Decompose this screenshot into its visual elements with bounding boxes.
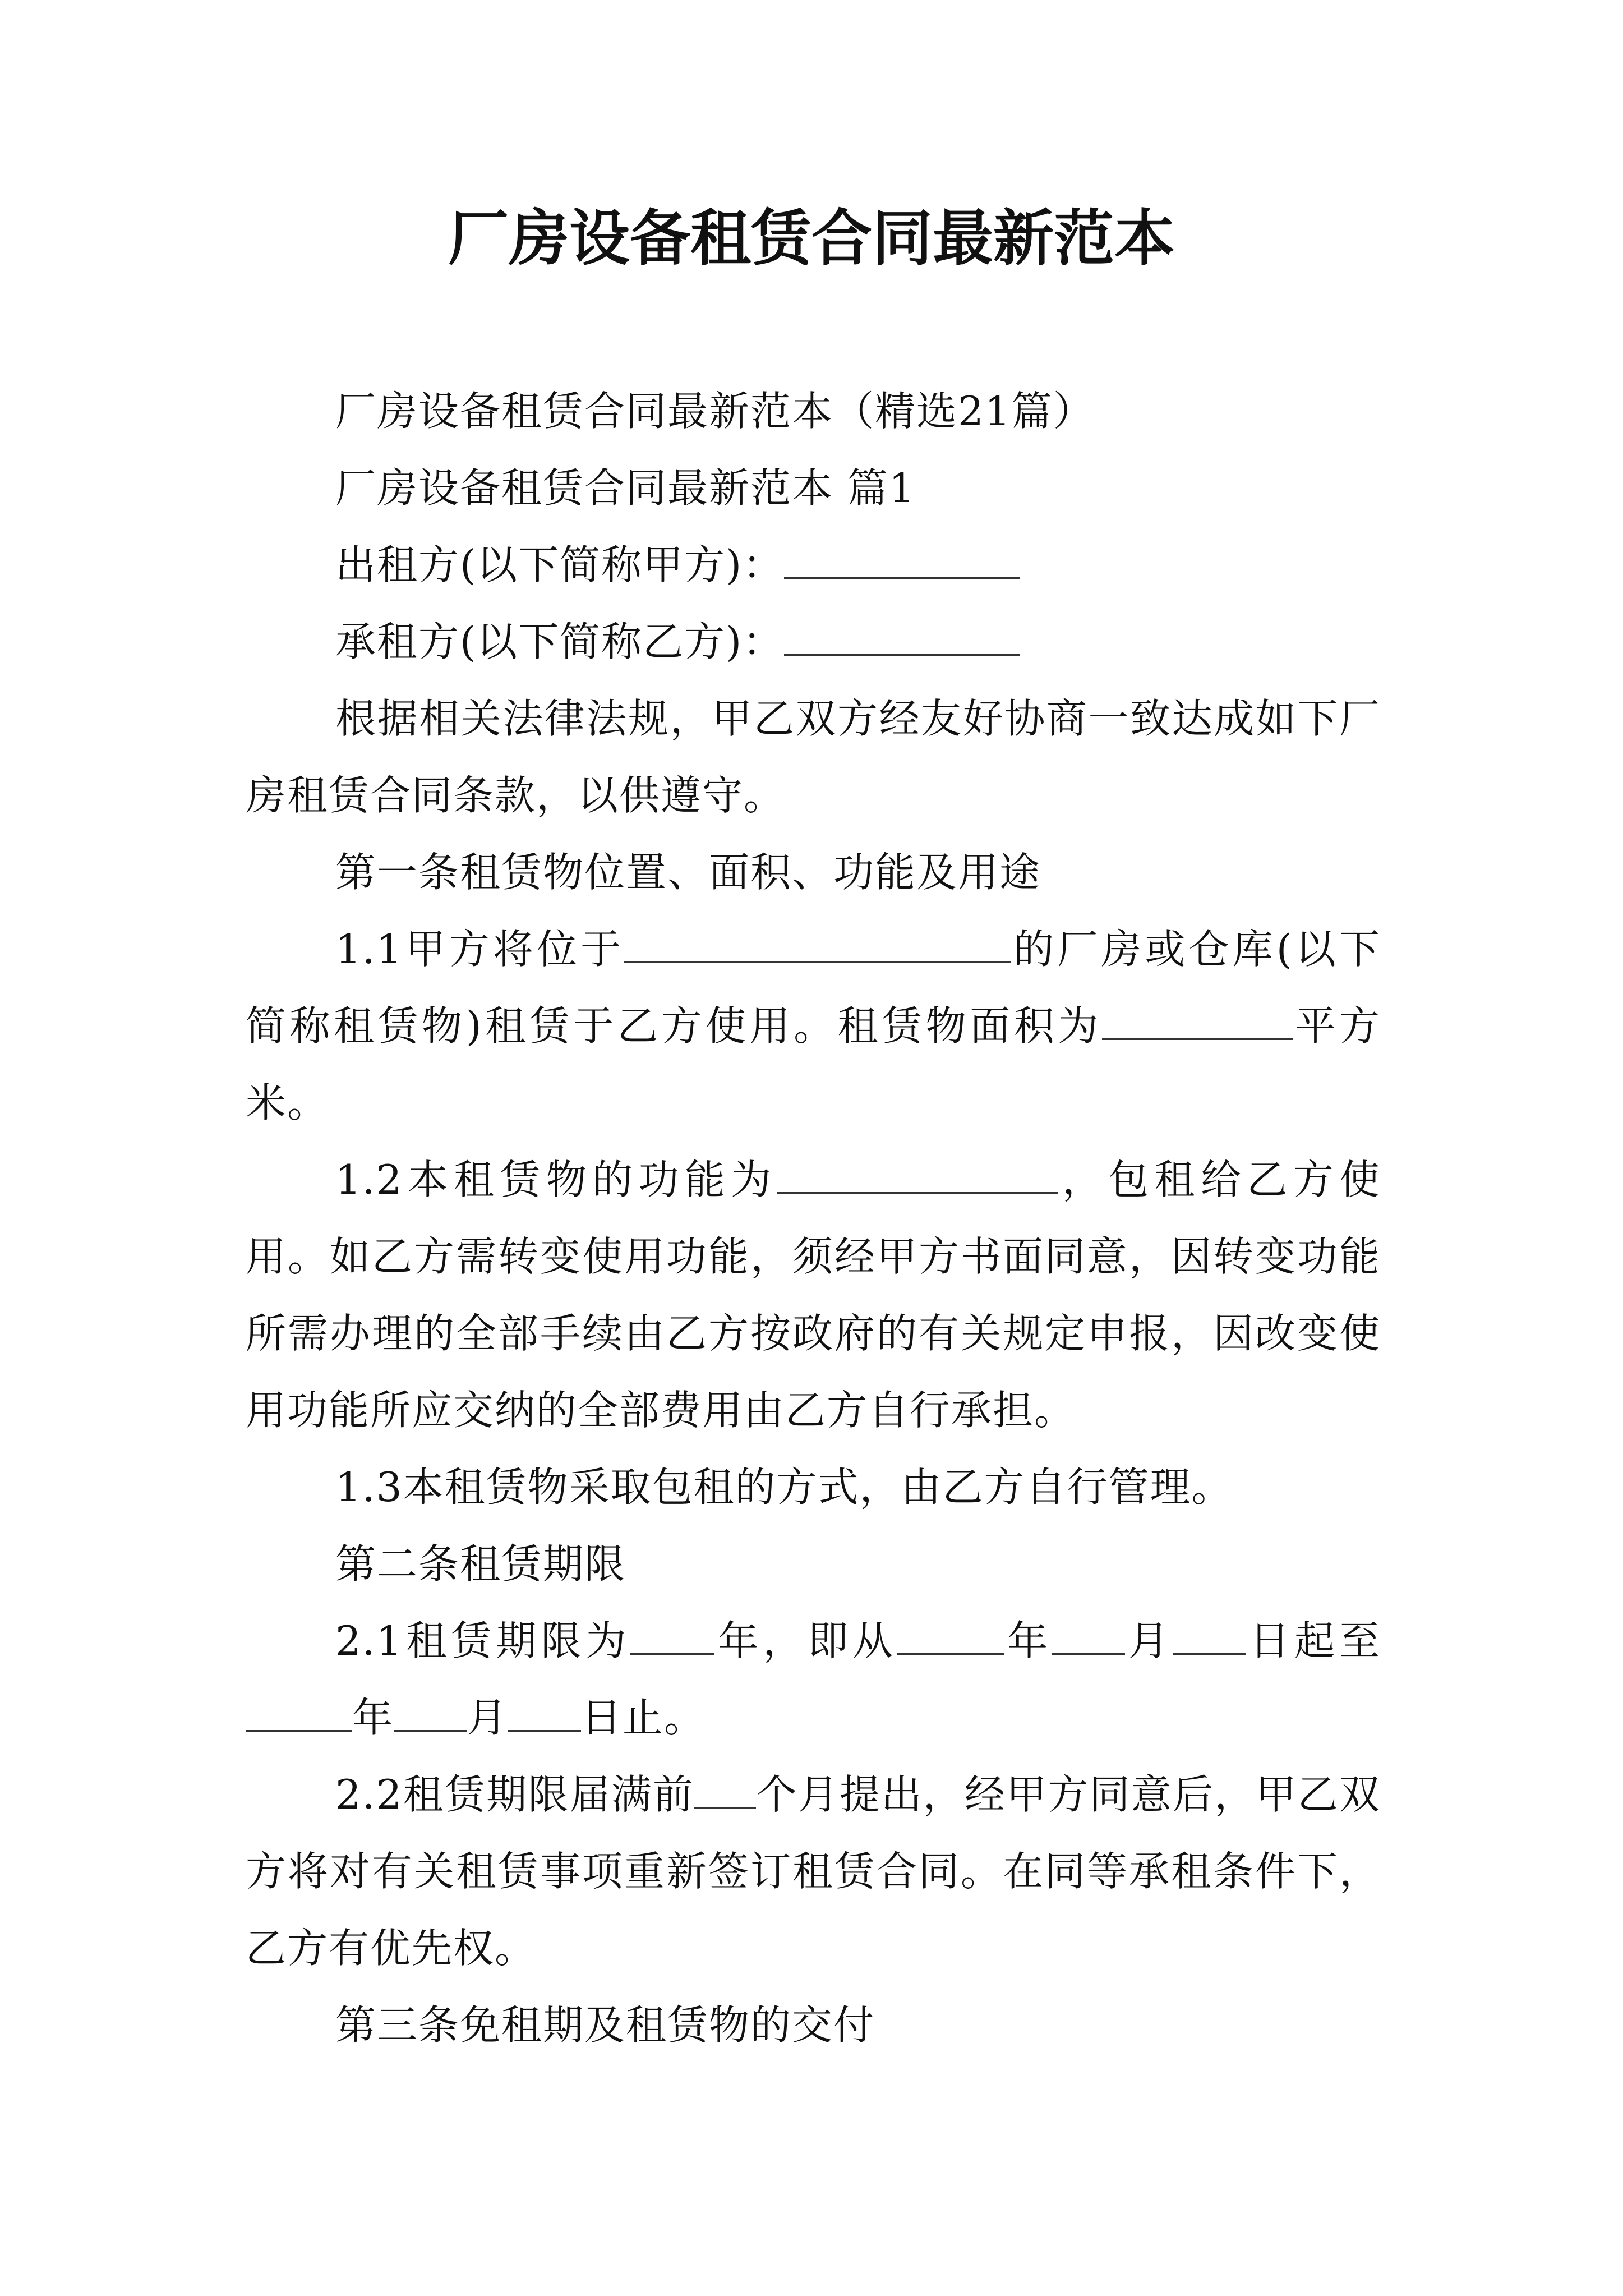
clause-2-1-text-b: 年，即从 bbox=[714, 1617, 898, 1664]
location-blank bbox=[624, 922, 1011, 963]
function-blank bbox=[777, 1153, 1058, 1194]
clause-2-1-text-d: 月 bbox=[1125, 1617, 1174, 1664]
document-body bbox=[246, 373, 1381, 2064]
area-blank bbox=[1102, 999, 1293, 1040]
subtitle-paragraph: 厂房设备租赁合同最新范本（精选21篇） bbox=[335, 388, 1095, 435]
part-heading: 厂房设备租赁合同最新范本 篇1 bbox=[335, 464, 916, 512]
lessee-label: 承租方(以下简称乙方)： bbox=[335, 618, 785, 665]
clause-1-1-text-a: 1.1甲方将位于 bbox=[335, 926, 625, 973]
article-2-heading: 第二条租赁期限 bbox=[335, 1540, 626, 1588]
article-3-heading: 第三条免租期及租赁物的交付 bbox=[335, 2001, 875, 2049]
clause-2-1-text-g: 月 bbox=[467, 1694, 509, 1741]
clause-2-1 bbox=[246, 1603, 1381, 1756]
clause-1-1 bbox=[246, 911, 1381, 1142]
clause-2-1-text-e: 日起至 bbox=[1246, 1617, 1381, 1664]
end-month-blank bbox=[394, 1691, 467, 1732]
clause-1-3: 1.3本租赁物采取包租的方式，由乙方自行管理。 bbox=[335, 1464, 1233, 1511]
start-month-blank bbox=[1052, 1614, 1125, 1655]
clause-2-2 bbox=[246, 1756, 1381, 1987]
lessee-line bbox=[246, 604, 1381, 680]
end-year-blank bbox=[246, 1691, 352, 1732]
start-year-blank bbox=[897, 1614, 1004, 1655]
notice-months-blank bbox=[694, 1768, 756, 1809]
intro-paragraph: 根据相关法律法规，甲乙双方经友好协商一致达成如下厂房租赁合同条款，以供遵守。 bbox=[246, 695, 1381, 819]
clause-2-1-text-f: 年 bbox=[352, 1694, 394, 1741]
clause-1-2-text-a: 1.2本租赁物的功能为 bbox=[335, 1156, 777, 1203]
clause-1-2-text-b: ，包租给乙方使用。如乙方需转变使用功能，须经甲方书面同意，因转变功能所需办理的全部手续由乙方按政府的有关规定申报，因改变使用功能所应交纳的全部费用由乙方自行承担。 bbox=[246, 1156, 1381, 1434]
lessee-blank bbox=[784, 615, 1020, 656]
document-title: 厂房设备租赁合同最新范本 bbox=[448, 203, 1175, 274]
clause-1-1-text-c: 平方米。 bbox=[246, 1002, 1381, 1126]
clause-2-2-text-b: 个月提出，经甲方同意后，甲乙双方将对有关租赁事项重新签订租赁合同。在同等承租条件下，乙方有优先权。 bbox=[246, 1771, 1381, 1972]
start-day-blank bbox=[1173, 1614, 1246, 1655]
clause-1-2 bbox=[246, 1142, 1381, 1449]
clause-2-1-text-c: 年 bbox=[1004, 1617, 1053, 1664]
end-day-blank bbox=[508, 1691, 581, 1732]
term-years-blank bbox=[630, 1614, 714, 1655]
clause-2-1-text-a: 2.1租赁期限为 bbox=[335, 1617, 631, 1664]
clause-2-2-text-a: 2.2租赁期限届满前 bbox=[335, 1771, 695, 1818]
lessor-label: 出租方(以下简称甲方)： bbox=[335, 541, 785, 588]
article-1-heading: 第一条租赁物位置、面积、功能及用途 bbox=[335, 849, 1041, 896]
lessor-blank bbox=[784, 538, 1020, 579]
clause-1-1-text-b: 的厂房或仓库(以下简称租赁物)租赁于乙方使用。租赁物面积为 bbox=[246, 926, 1381, 1050]
clause-2-1-text-h: 日止。 bbox=[581, 1694, 706, 1741]
lessor-line bbox=[246, 527, 1381, 604]
